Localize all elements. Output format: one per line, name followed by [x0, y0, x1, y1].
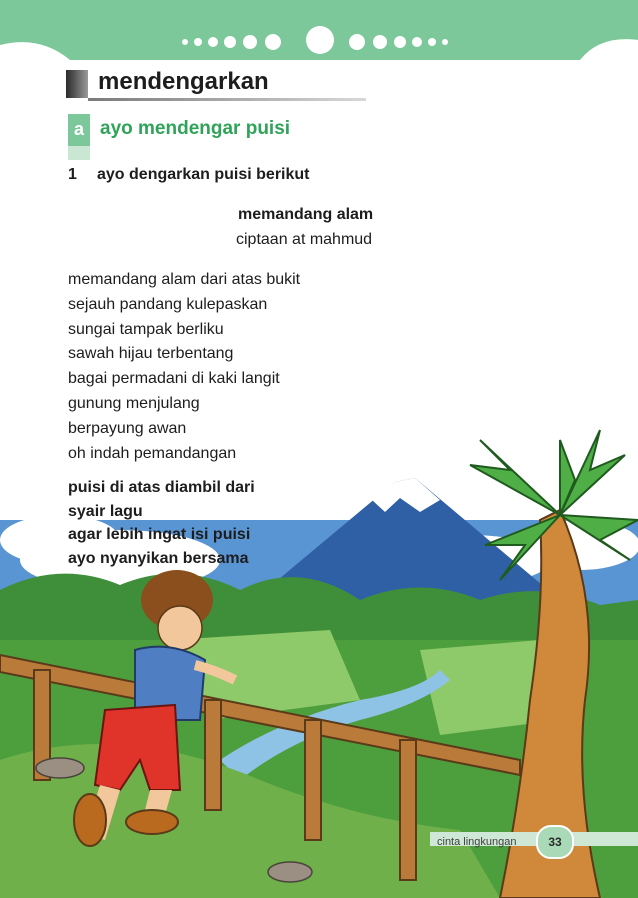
note-line: puisi di atas diambil dari	[68, 479, 255, 496]
poem-line: sungai tampak berliku	[68, 320, 224, 338]
poem-body	[68, 268, 300, 466]
poem-line: gunung menjulang	[68, 394, 200, 412]
poem-line: sawah hijau terbentang	[68, 345, 234, 363]
rock	[268, 862, 312, 882]
note-line: agar lebih ingat isi puisi	[68, 526, 251, 543]
page-number: 33	[536, 825, 574, 859]
poem-line: berpayung awan	[68, 419, 187, 437]
note-line: ayo nyanyikan bersama	[68, 549, 249, 567]
poem-author: ciptaan at mahmud	[236, 231, 373, 248]
subsection-letter: a	[68, 114, 90, 146]
poem-line: sejauh pandang kulepaskan	[68, 295, 268, 313]
poem-note	[68, 476, 255, 570]
instruction-number: 1	[68, 166, 77, 183]
poem-line: memandang alam dari atas bukit	[68, 271, 301, 288]
section-title-rule	[88, 98, 366, 101]
section-title: mendengarkan	[98, 68, 269, 95]
poem-line: bagai permadani di kaki langit	[68, 370, 280, 388]
subsection-title: ayo mendengar puisi	[100, 118, 291, 139]
rock	[36, 758, 84, 778]
chapter-label: cinta lingkungan	[437, 836, 517, 848]
section-heading-marker	[66, 70, 88, 98]
poem-title: memandang alam	[238, 206, 374, 223]
instruction-text: ayo dengarkan puisi berikut	[97, 166, 310, 183]
note-line: syair lagu	[68, 502, 143, 520]
poem-line: oh indah pemandangan	[68, 444, 237, 462]
subsection-marker-bar	[68, 146, 90, 160]
